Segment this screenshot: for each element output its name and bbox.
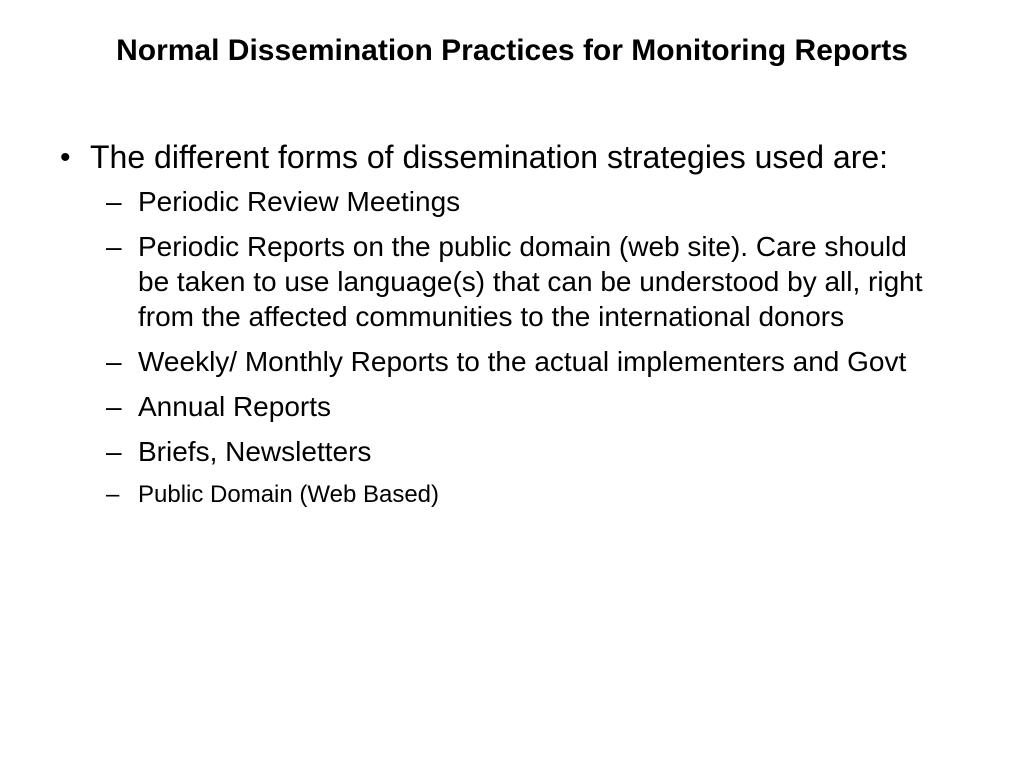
slide-title: Normal Dissemination Practices for Monitoring Reports — [116, 34, 908, 67]
sub-bullet-item — [106, 184, 970, 219]
dash-icon: – — [106, 436, 122, 467]
dash-icon: – — [106, 231, 122, 262]
sub-bullet-text: Briefs, Newsletters — [138, 436, 372, 467]
sub-bullet-item — [106, 479, 970, 511]
sub-bullet-item — [106, 389, 970, 424]
sub-bullet-text: Public Domain (Web Based) — [138, 481, 440, 508]
sub-bullet-item — [106, 229, 970, 334]
dash-icon: – — [106, 481, 120, 508]
sub-bullet-item — [106, 344, 970, 379]
bullet-icon: • — [60, 141, 71, 174]
dash-icon: – — [106, 346, 122, 377]
sub-bullet-text: Weekly/ Monthly Reports to the actual implementers and Govt — [138, 346, 907, 377]
sub-bullet-text: Periodic Review Meetings — [138, 186, 461, 217]
sub-bullet-text: Periodic Reports on the public domain (web site). Care should be taken to use language(s) that can be understood by all, right from the affected communities to the international donors — [138, 231, 923, 332]
main-bullet-text: The different forms of dissemination strategies used are: — [90, 139, 889, 175]
sub-bullet-text: Annual Reports — [138, 391, 332, 422]
sub-bullet-item — [106, 434, 970, 469]
sub-bullet-list — [60, 184, 970, 511]
dash-icon: – — [106, 391, 122, 422]
main-bullet — [60, 138, 970, 178]
dash-icon: – — [106, 186, 122, 217]
slide-body — [60, 138, 970, 521]
